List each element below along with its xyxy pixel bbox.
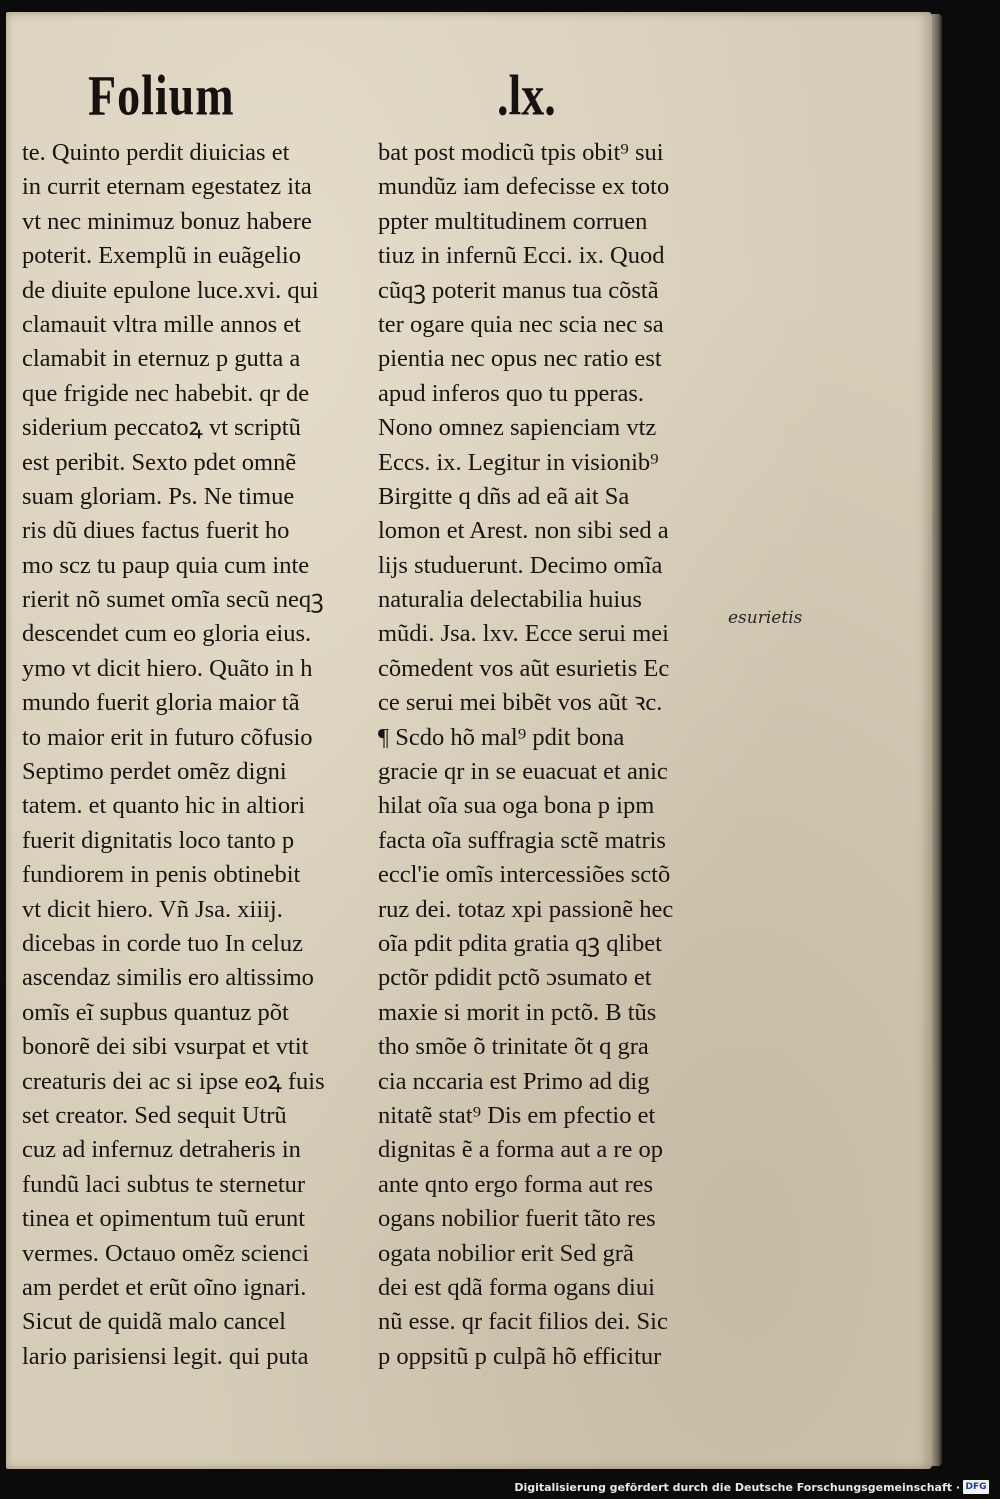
text-line: Septimo perdet omẽz digni xyxy=(22,758,287,786)
text-line: clamabit in eternuz p gutta a xyxy=(22,345,301,373)
text-line: pientia nec opus nec ratio est xyxy=(378,345,662,373)
text-line: set creator. Sed sequit Utrũ xyxy=(22,1101,287,1129)
text-line: descendet cum eo gloria eius. xyxy=(22,620,312,648)
text-line: est peribit. Sexto pdet omnẽ xyxy=(22,448,297,476)
text-line: Sicut de quidã malo cancel xyxy=(22,1308,286,1336)
text-line: fundũ laci subtus te sternetur xyxy=(22,1170,306,1198)
text-line: cia nccaria est Primo ad dig xyxy=(378,1067,650,1095)
text-line: apud inferos quo tu pperas. xyxy=(378,379,645,407)
text-line: dignitas ẽ a forma aut a re op xyxy=(378,1136,664,1164)
text-line: hilat oĩa sua oga bona p ipm xyxy=(378,792,655,820)
text-line: vt nec minimuz bonuz habere xyxy=(22,207,312,235)
text-line: ter ogare quia nec scia nec sa xyxy=(378,310,664,338)
text-line: to maior erit in futuro cõfusio xyxy=(22,723,313,751)
text-line: nitatẽ stat⁹ Dis em pfectio et xyxy=(378,1101,656,1129)
text-line: ruz dei. totaz xpi passionẽ hec xyxy=(378,895,674,923)
text-line: ¶ Scdo hõ mal⁹ pdit bona xyxy=(378,723,625,751)
text-line: siderium peccatoꝝ vt scriptũ xyxy=(22,414,301,442)
text-line: naturalia delectabilia huius xyxy=(378,586,642,614)
text-line: ce serui mei bibẽt vos aũt ꝛc. xyxy=(378,689,663,717)
text-line: lijs studuerunt. Decimo omĩa xyxy=(378,551,663,579)
page-edge xyxy=(932,14,942,1466)
text-line: am perdet et erũt oĩno ignari. xyxy=(22,1273,307,1301)
text-line: tiuz in infernũ Ecci. ix. Quod xyxy=(378,242,665,270)
text-line: poterit. Exemplũ in euãgelio xyxy=(22,242,301,270)
left-text-column xyxy=(22,136,367,1374)
text-line: cõmedent vos aũt esurietis Ec xyxy=(378,654,670,682)
text-line: bat post modicũ tpis obit⁹ sui xyxy=(378,139,664,166)
text-line: ogans nobilior fuerit tãto res xyxy=(378,1205,656,1233)
text-line: pctõr pdidit pctõ ɔsumato et xyxy=(378,964,652,992)
text-line: vt dicit hiero. Vñ Jsa. xiiij. xyxy=(22,895,283,923)
text-line: mũdi. Jsa. lxv. Ecce serui mei xyxy=(378,620,669,648)
dfg-logo: DFG xyxy=(963,1480,989,1494)
text-line: suam gloriam. Ps. Ne timue xyxy=(22,482,295,510)
text-line: de diuite epulone luce.xvi. qui xyxy=(22,276,319,304)
text-line: nũ esse. qr facit filios dei. Sic xyxy=(378,1308,668,1336)
running-head-title: Folium xyxy=(88,63,235,127)
text-line: Birgitte q dñs ad eã ait Sa xyxy=(378,482,630,510)
text-line: fuerit dignitatis loco tanto p xyxy=(22,826,295,854)
text-line: ymo vt dicit hiero. Quãto in h xyxy=(22,654,313,682)
text-line: Eccs. ix. Legitur in visionib⁹ xyxy=(378,448,659,476)
text-line: facta oĩa suffragia sctẽ matris xyxy=(378,826,666,854)
text-line: ppter multitudinem corruen xyxy=(378,207,648,235)
right-text-column xyxy=(378,136,730,1374)
text-line: ascendaz similis ero altissimo xyxy=(22,964,314,992)
text-line: que frigide nec habebit. qr de xyxy=(22,379,310,407)
text-line: cũqꝫ poterit manus tua cõstã xyxy=(378,276,659,304)
text-line: bonorẽ dei sibi vsurpat et vtit xyxy=(22,1033,309,1061)
text-line: ris dũ diues factus fuerit ho xyxy=(22,517,290,545)
handwritten-margin-note: esurietis xyxy=(728,608,803,628)
text-line: creaturis dei ac si ipse eoꝝ fuis xyxy=(22,1067,325,1095)
text-line: te. Quinto perdit diuicias et xyxy=(22,139,290,166)
text-line: maxie si morit in pctõ. B tũs xyxy=(378,998,657,1026)
folio-number: .lx. xyxy=(497,63,556,127)
text-line: gracie qr in se euacuat et anic xyxy=(378,758,668,786)
text-line: fundiorem in penis obtinebit xyxy=(22,861,301,889)
text-line: tho smõe õ trinitate õt q gra xyxy=(378,1033,649,1061)
text-line: vermes. Octauo omẽz scienci xyxy=(22,1239,310,1267)
text-line: cuz ad infernuz detraheris in xyxy=(22,1136,301,1164)
text-line: rierit nõ sumet omĩa secũ neqꝫ xyxy=(22,586,324,614)
text-line: eccl'ie omĩs intercessiões sctõ xyxy=(378,861,671,889)
text-line: tinea et opimentum tuũ erunt xyxy=(22,1205,306,1233)
text-line: mo scz tu paup quia cum inte xyxy=(22,551,310,579)
text-line: p oppsitũ p culpã hõ efficitur xyxy=(378,1342,662,1370)
text-line: mundũz iam defecisse ex toto xyxy=(378,173,670,201)
digitization-credit: Digitalisierung gefördert durch die Deutsche Forschungsgemeinschaft · xyxy=(514,1481,960,1494)
text-line: dicebas in corde tuo In celuz xyxy=(22,929,303,957)
text-line: tatem. et quanto hic in altiori xyxy=(22,792,306,820)
text-line: ogata nobilior erit Sed grã xyxy=(378,1239,634,1267)
text-line: oĩa pdit pdita gratia qꝫ qlibet xyxy=(378,929,662,957)
text-line: lario parisiensi legit. qui puta xyxy=(22,1342,309,1370)
text-line: in currit eternam egestatez ita xyxy=(22,173,312,201)
text-line: dei est qdã forma ogans diui xyxy=(378,1273,655,1301)
text-line: omĩs eĩ supbus quantuz põt xyxy=(22,998,289,1026)
text-line: lomon et Arest. non sibi sed a xyxy=(378,517,669,545)
text-line: clamauit vltra mille annos et xyxy=(22,310,301,338)
text-line: mundo fuerit gloria maior tã xyxy=(22,689,300,717)
text-line: ante qnto ergo forma aut res xyxy=(378,1170,654,1198)
text-line: Nono omnez sapienciam vtz xyxy=(378,414,657,442)
